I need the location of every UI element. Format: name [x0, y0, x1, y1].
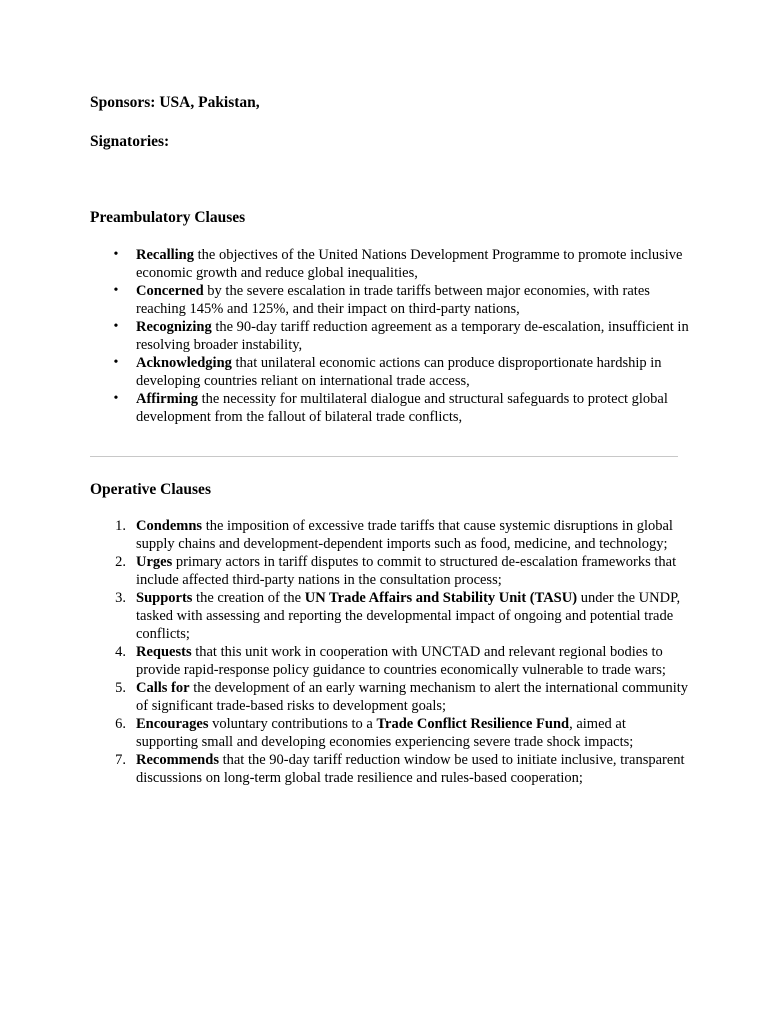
- operative-clause: [90, 517, 690, 553]
- clause-body: primary actors in tariff disputes to commit to structured de-escalation frameworks that include affected third-party nations in the consultation process;: [136, 554, 677, 588]
- clause-verb: Calls for: [136, 680, 190, 696]
- clause-body: the necessity for multilateral dialogue and structural safeguards to protect global development from the fallout of bilateral trade conflicts,: [136, 391, 668, 425]
- clause-verb: Recommends: [136, 752, 219, 768]
- clause-bold-term: Trade Conflict Resilience Fund: [376, 716, 570, 732]
- clause-body: the objectives of the United Nations Development Programme to promote inclusive economic growth and reduce global inequalities,: [136, 247, 683, 281]
- clause-body: that unilateral economic actions can produce disproportionate hardship in developing countries reliant on international trade access,: [136, 355, 662, 389]
- operative-heading: Operative Clauses: [90, 481, 211, 498]
- clause-bold-term: UN Trade Affairs and Stability Unit (TASU): [304, 590, 578, 606]
- operative-clause: [90, 553, 690, 589]
- clause-text: [136, 319, 689, 353]
- clause-body-continued: , aimed at supporting small and developing economies experiencing severe trade shock impacts;: [136, 716, 634, 750]
- clause-number: 2.: [115, 554, 126, 570]
- clause-body-continued: under the UNDP, tasked with assessing and reporting the developmental impact of ongoing and potential trade conflicts;: [136, 590, 681, 642]
- section-divider: [90, 456, 678, 457]
- clause-verb: Supports: [136, 590, 193, 606]
- clause-text: [136, 680, 688, 714]
- sponsors-line: Sponsors: USA, Pakistan,: [90, 94, 260, 111]
- clause-verb: Recognizing: [136, 319, 212, 335]
- clause-number: 1.: [115, 518, 126, 534]
- preambulatory-list: [90, 246, 690, 426]
- clause-body: by the severe escalation in trade tariffs between major economies, with rates reaching 145% and 125%, and their impact on third-party nations,: [136, 283, 650, 317]
- clause-text: [136, 518, 673, 552]
- operative-clause: [90, 751, 690, 787]
- clause-verb: Condemns: [136, 518, 203, 534]
- operative-list: [90, 517, 690, 787]
- preambulatory-clause: [90, 246, 690, 282]
- clause-body: the creation of the: [192, 590, 305, 606]
- operative-clause: [90, 589, 690, 643]
- clause-text: [136, 355, 662, 389]
- clause-text: [136, 590, 680, 642]
- bullet-marker: •: [113, 247, 119, 262]
- clause-body: the 90-day tariff reduction agreement as a temporary de-escalation, insufficient in resolving broader instability,: [136, 319, 689, 353]
- clause-verb: Affirming: [136, 391, 199, 407]
- operative-clause: [90, 679, 690, 715]
- operative-clause: [90, 715, 690, 751]
- clause-verb: Requests: [136, 644, 192, 660]
- preambulatory-clause: [90, 390, 690, 426]
- clause-text: [136, 752, 685, 786]
- operative-clause: [90, 643, 690, 679]
- signatories-line: Signatories:: [90, 133, 170, 150]
- clause-verb: Urges: [136, 554, 173, 570]
- clause-body: voluntary contributions to a: [208, 716, 377, 732]
- preambulatory-clause: [90, 282, 690, 318]
- bullet-marker: •: [113, 283, 119, 298]
- preambulatory-clause: [90, 354, 690, 390]
- clause-text: [136, 391, 668, 425]
- clause-verb: Concerned: [136, 283, 204, 299]
- clause-number: 7.: [115, 752, 126, 768]
- clause-verb: Encourages: [136, 716, 209, 732]
- preambulatory-clause: [90, 318, 690, 354]
- clause-text: [136, 283, 650, 317]
- clause-body: that the 90-day tariff reduction window be used to initiate inclusive, transparent discussions on long-term global trade resilience and rules-based cooperation;: [136, 752, 685, 786]
- bullet-marker: •: [113, 355, 119, 370]
- bullet-marker: •: [113, 319, 119, 334]
- clause-body: the imposition of excessive trade tariffs that cause systemic disruptions in global supply chains and development-dependent imports such as food, medicine, and technology;: [136, 518, 673, 552]
- clause-verb: Recalling: [136, 247, 194, 263]
- clause-number: 3.: [115, 590, 126, 606]
- clause-body: the development of an early warning mechanism to alert the international community of significant trade-based risks to development goals;: [136, 680, 689, 714]
- preambulatory-heading: Preambulatory Clauses: [90, 209, 246, 226]
- clause-number: 5.: [115, 680, 126, 696]
- clause-text: [136, 554, 676, 588]
- clause-text: [136, 644, 666, 678]
- bullet-marker: •: [113, 391, 119, 406]
- clause-number: 6.: [115, 716, 126, 732]
- clause-verb: Acknowledging: [136, 355, 232, 371]
- clause-body: that this unit work in cooperation with UNCTAD and relevant regional bodies to provide rapid-response policy guidance to countries economically vulnerable to trade wars;: [136, 644, 666, 678]
- clause-text: [136, 247, 682, 281]
- clause-text: [136, 716, 633, 750]
- clause-number: 4.: [115, 644, 126, 660]
